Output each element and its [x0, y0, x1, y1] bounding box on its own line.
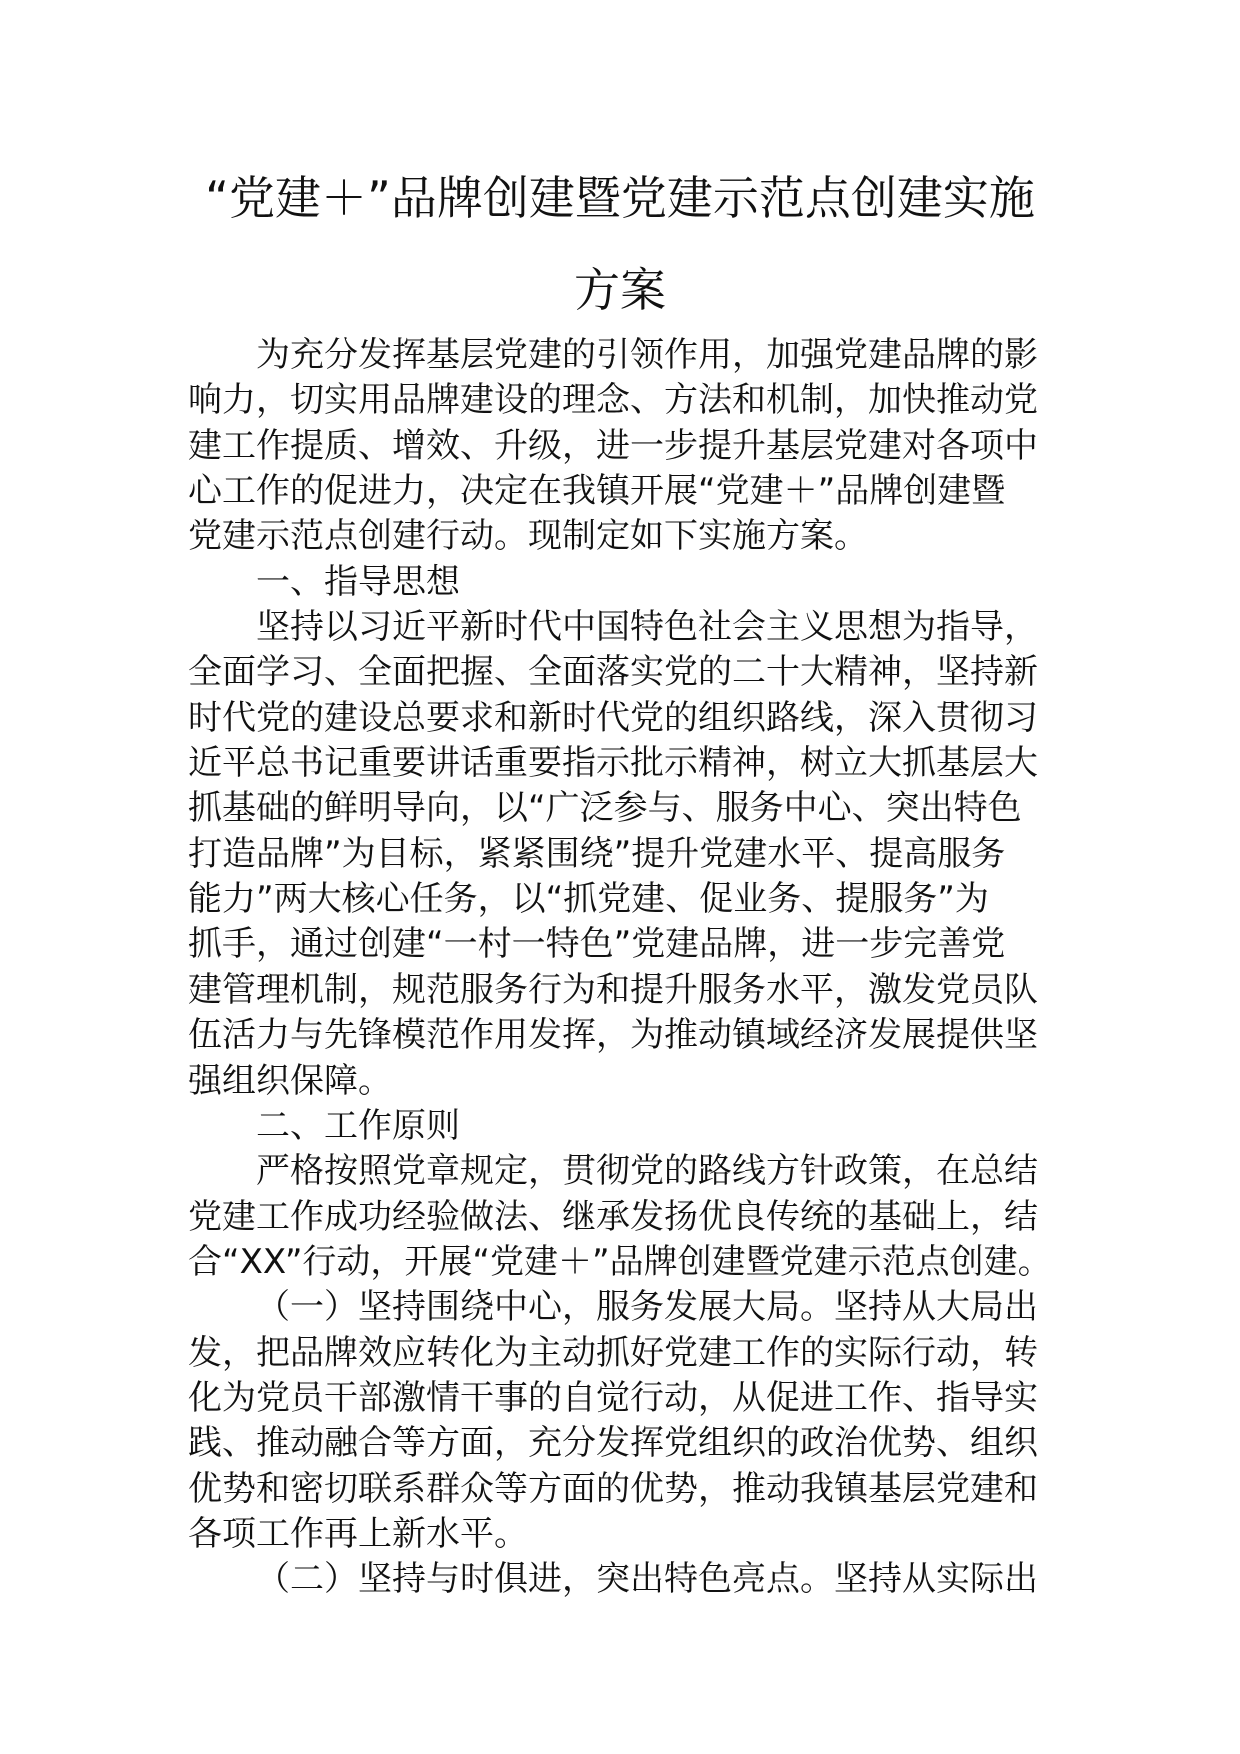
body-text-line: 党建示范点创建行动。现制定如下实施方案。 — [188, 516, 868, 557]
body-text-line: 合“XX”行动，开展“党建＋”品牌创建暨党建示范点创建。 — [188, 1241, 1052, 1282]
body-text-line: 近平总书记重要讲话重要指示批示精神，树立大抓基层大 — [188, 743, 1038, 784]
body-text-line: （二）坚持与时俱进，突出特色亮点。坚持从实际出 — [256, 1559, 1038, 1600]
body-text-line: 能力”两大核心任务，以“抓党建、促业务、提服务”为 — [188, 879, 989, 920]
body-text-line: 一、指导思想 — [256, 561, 460, 602]
document-title-line-1: “党建＋”品牌创建暨党建示范点创建实施 — [205, 171, 1035, 225]
body-text-line: 化为党员干部激情干事的自觉行动，从促进工作、指导实 — [188, 1377, 1038, 1418]
body-text-line: （一）坚持围绕中心，服务发展大局。坚持从大局出 — [256, 1287, 1038, 1328]
body-text-line: 发，把品牌效应转化为主动抓好党建工作的实际行动，转 — [188, 1332, 1038, 1373]
body-text-line: 践、推动融合等方面，充分发挥党组织的政治优势、组织 — [188, 1423, 1038, 1464]
body-text-line: 伍活力与先锋模范作用发挥，为推动镇域经济发展提供坚 — [188, 1015, 1038, 1056]
body-text-line: 二、工作原则 — [256, 1105, 460, 1146]
body-text-line: 建工作提质、增效、升级，进一步提升基层党建对各项中 — [188, 425, 1038, 466]
body-text-line: 党建工作成功经验做法、继承发扬优良传统的基础上，结 — [188, 1196, 1038, 1237]
body-text-line: 打造品牌”为目标，紧紧围绕”提升党建水平、提高服务 — [188, 833, 1006, 874]
body-text-line: 强组织保障。 — [188, 1060, 392, 1101]
body-text-line: 为充分发挥基层党建的引领作用，加强党建品牌的影 — [256, 335, 1038, 375]
body-text-line: 优势和密切联系群众等方面的优势，推动我镇基层党建和 — [188, 1468, 1038, 1509]
body-text-line: 建管理机制，规范服务行为和提升服务水平，激发党员队 — [188, 969, 1038, 1010]
body-text-line: 全面学习、全面把握、全面落实党的二十大精神，坚持新 — [188, 652, 1038, 693]
body-text-line: 抓手，通过创建“一村一特色”党建品牌，进一步完善党 — [188, 924, 1006, 965]
body-text-line: 严格按照党章规定，贯彻党的路线方针政策，在总结 — [256, 1151, 1038, 1192]
body-text-line: 坚持以习近平新时代中国特色社会主义思想为指导， — [256, 607, 1038, 648]
body-text-line: 抓基础的鲜明导向，以“广泛参与、服务中心、突出特色 — [188, 788, 1022, 829]
body-text-line: 时代党的建设总要求和新时代党的组织路线，深入贯彻习 — [188, 697, 1038, 738]
document-title-line-2: 方案 — [574, 263, 666, 317]
body-text-line: 心工作的促进力，决定在我镇开展“党建＋”品牌创建暨 — [188, 471, 1006, 512]
body-text-line: 各项工作再上新水平。 — [188, 1513, 528, 1554]
document-body — [188, 333, 1068, 1603]
body-text-line: 响力，切实用品牌建设的理念、方法和机制，加快推动党 — [188, 380, 1038, 421]
